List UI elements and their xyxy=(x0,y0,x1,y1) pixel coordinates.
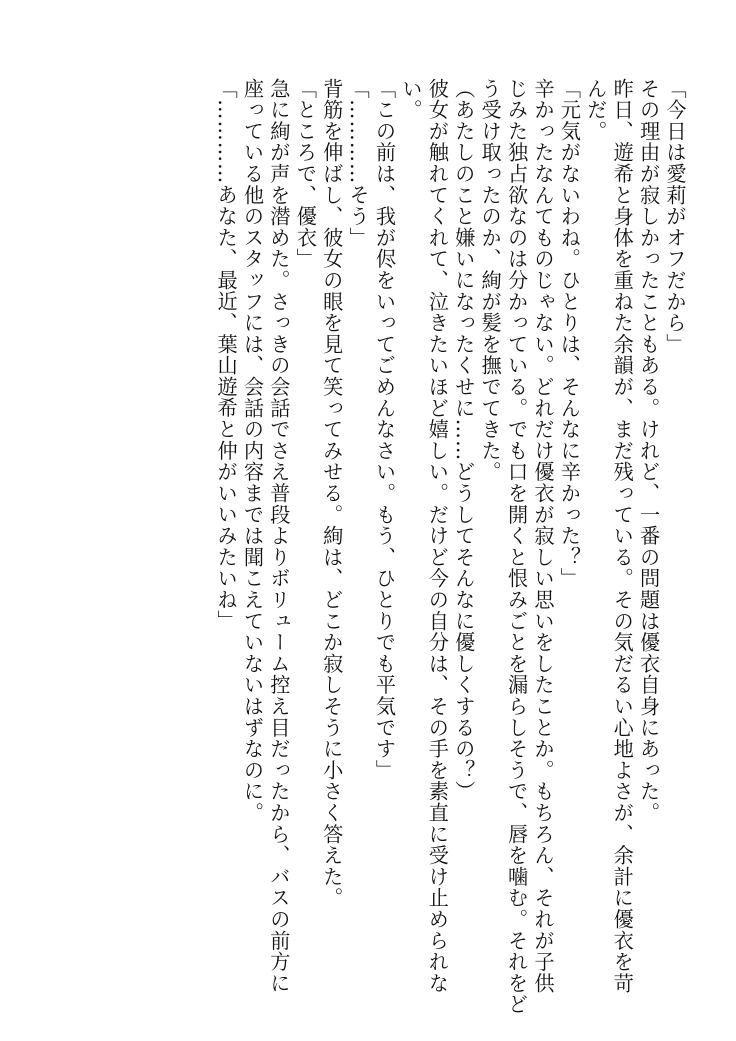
text-line-1: 「今日は愛莉がオフだから」 xyxy=(663,78,687,355)
text-line-13: 「…………そう」 xyxy=(346,78,371,249)
text-line-17: 座っている他のスタッフには、会話の内容までは聞こえていないはずなのに。 xyxy=(240,78,265,824)
text-line-7: じみた独占欲なのは分かっている。でも口を開くと恨みごとを漏らしそうで、唇を噛む。それをど xyxy=(504,78,529,1016)
text-line-14: 背筋を伸ばし、彼女の眼を見て笑ってみせる。絢は、どこか寂しそうに小さく答えた。 xyxy=(319,78,344,909)
text-line-12: 「この前は、我が侭をいってごめんなさい。もう、ひとりでも平気です」 xyxy=(372,78,397,781)
vertical-text-block xyxy=(213,78,688,1016)
text-line-11: い。 xyxy=(398,78,423,121)
text-line-3: 昨日、遊希と身体を重ねた余韻が、まだ残っている。その気だるい心地よさが、余計に優衣を苛 xyxy=(610,78,635,994)
text-line-9: （あたしのこと嫌いになったくせに……どうしてそんなに優しくするの？） xyxy=(451,78,476,803)
text-line-6: 辛かったなんてものじゃない。どれだけ優衣が寂しい思いをしたことか。もちろん、それが子供 xyxy=(530,78,555,994)
text-line-5: 「元気がないわね。ひとりは、そんなに辛かった？」 xyxy=(557,78,582,590)
text-line-2: その理由が寂しかったこともある。けれど、一番の問題は優衣自身にあった。 xyxy=(636,78,661,824)
text-line-18: 「…………あなた、最近、葉山遊希と仲がいいみたいね」 xyxy=(214,78,239,632)
text-line-10: 彼女が触れてくれて、泣きたいほど嬉しい。だけど今の自分は、その手を素直に受け止められな xyxy=(425,78,450,994)
text-line-4: んだ。 xyxy=(583,78,608,142)
text-line-16: 急に絢が声を潜めた。さっきの会話でさえ普段よりボリューム控え目だったから、バスの前方に xyxy=(266,78,291,994)
text-line-15: 「ところで、優衣」 xyxy=(293,78,318,270)
text-line-8: う受け取ったのか、絢が髪を撫でてきた。 xyxy=(478,78,503,483)
